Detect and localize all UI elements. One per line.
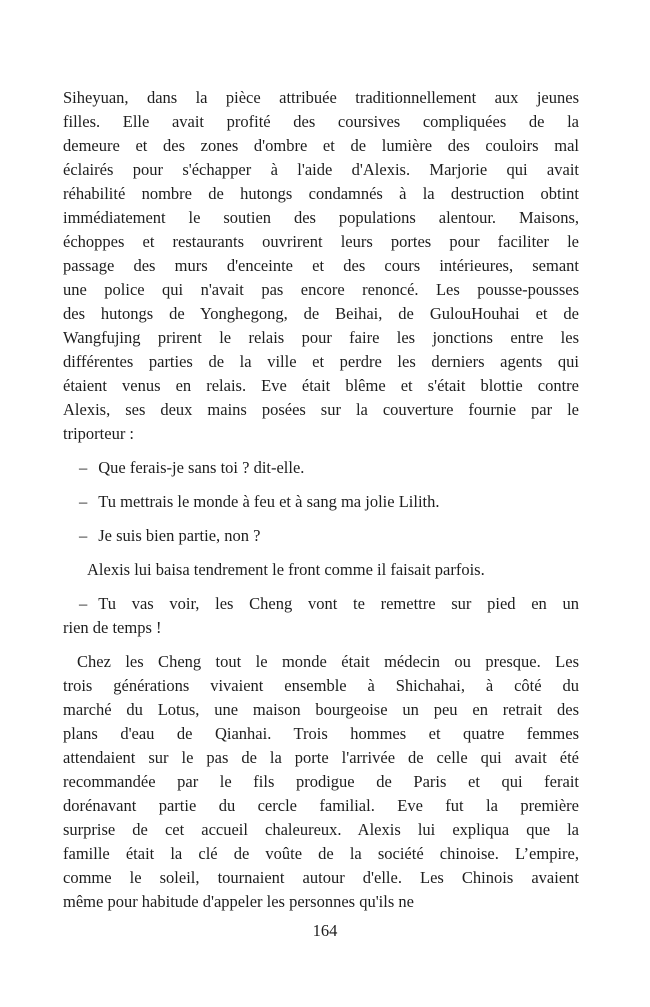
- text-line: triporteur :: [63, 424, 135, 443]
- text-line: étaient venus en relais. Eve était blême et s'était blottie contre: [63, 376, 579, 395]
- text-line: réhabilité nombre de hutongs condamnés à la destruction obtint: [63, 184, 579, 203]
- text-line: famille était la clé de voûte de la société chinoise. L’empire,: [63, 844, 579, 863]
- text-line: Alexis lui baisa tendrement le front comme il faisait parfois.: [87, 560, 485, 579]
- text-line: Alexis, ses deux mains posées sur la couverture fournie par le: [63, 400, 579, 419]
- text-line: passage des murs d'enceinte et des cours intérieures, semant: [63, 256, 579, 275]
- text-line: des hutongs de Yonghegong, de Beihai, de GulouHouhai et de: [63, 304, 579, 323]
- text-line: comme le soleil, tournaient autour d'elle. Les Chinois avaient: [63, 868, 579, 887]
- text-line: attendaient sur le pas de la porte l'arrivée de celle qui avait été: [63, 748, 579, 767]
- text-line: [63, 524, 579, 548]
- text-line: [63, 592, 579, 616]
- text-line: différentes parties de la ville et perdre les derniers agents qui: [63, 352, 579, 371]
- page-number: 164: [312, 921, 338, 940]
- text-line: surprise de cet accueil chaleureux. Alexis lui expliqua que la: [63, 820, 579, 839]
- text-line: éclairés pour s'échapper à l'aide d'Alexis. Marjorie qui avait: [63, 160, 579, 179]
- text-line: marché du Lotus, une maison bourgeoise un peu en retrait des: [63, 700, 579, 719]
- dialogue-paragraph: [63, 592, 579, 640]
- dialogue-paragraph: [63, 490, 579, 514]
- text-line: Chez les Cheng tout le monde était médecin ou presque. Les: [77, 652, 579, 671]
- text-line: échoppes et restaurants ouvrirent leurs portes pour faciliter le: [63, 232, 579, 251]
- text-line: même pour habitude d'appeler les personnes qu'ils ne: [63, 892, 414, 911]
- text-line: dorénavant partie du cercle familial. Eve fut la première: [63, 796, 579, 815]
- text-line: immédiatement le soutien des populations alentour. Maisons,: [63, 208, 579, 227]
- paragraph: [63, 558, 579, 582]
- dialogue-paragraph: [63, 524, 579, 548]
- text-line: plans d'eau de Qianhai. Trois hommes et quatre femmes: [63, 724, 579, 743]
- dialogue-dash: –: [79, 492, 88, 511]
- text-line: recommandée par le fils prodigue de Paris et qui ferait: [63, 772, 579, 791]
- text-line: [63, 456, 579, 480]
- dialogue-paragraph: [63, 456, 579, 480]
- dialogue-text: Je suis bien partie, non ?: [98, 526, 261, 545]
- text-line: Siheyuan, dans la pièce attribuée traditionnellement aux jeunes: [63, 88, 579, 107]
- dialogue-dash: –: [79, 458, 88, 477]
- paragraph: [63, 86, 579, 446]
- text-line: filles. Elle avait profité des coursives compliquées de la: [63, 112, 579, 131]
- dialogue-text: Tu mettrais le monde à feu et à sang ma jolie Lilith.: [98, 492, 440, 511]
- dialogue-dash: –: [79, 594, 88, 613]
- text-line: [63, 490, 579, 514]
- text-line: trois générations vivaient ensemble à Shichahai, à côté du: [63, 676, 579, 695]
- page-text: [63, 86, 579, 914]
- dialogue-text: Tu vas voir, les Cheng vont te remettre sur pied en un: [98, 594, 579, 613]
- dialogue-text: Que ferais-je sans toi ? dit-elle.: [98, 458, 305, 477]
- text-line: demeure et des zones d'ombre et de lumière des couloirs mal: [63, 136, 579, 155]
- text-line: Wangfujing prirent le relais pour faire les jonctions entre les: [63, 328, 579, 347]
- text-line: rien de temps !: [63, 618, 162, 637]
- dialogue-dash: –: [79, 526, 88, 545]
- text-line: une police qui n'avait pas encore renoncé. Les pousse-pousses: [63, 280, 579, 299]
- paragraph: [63, 650, 579, 914]
